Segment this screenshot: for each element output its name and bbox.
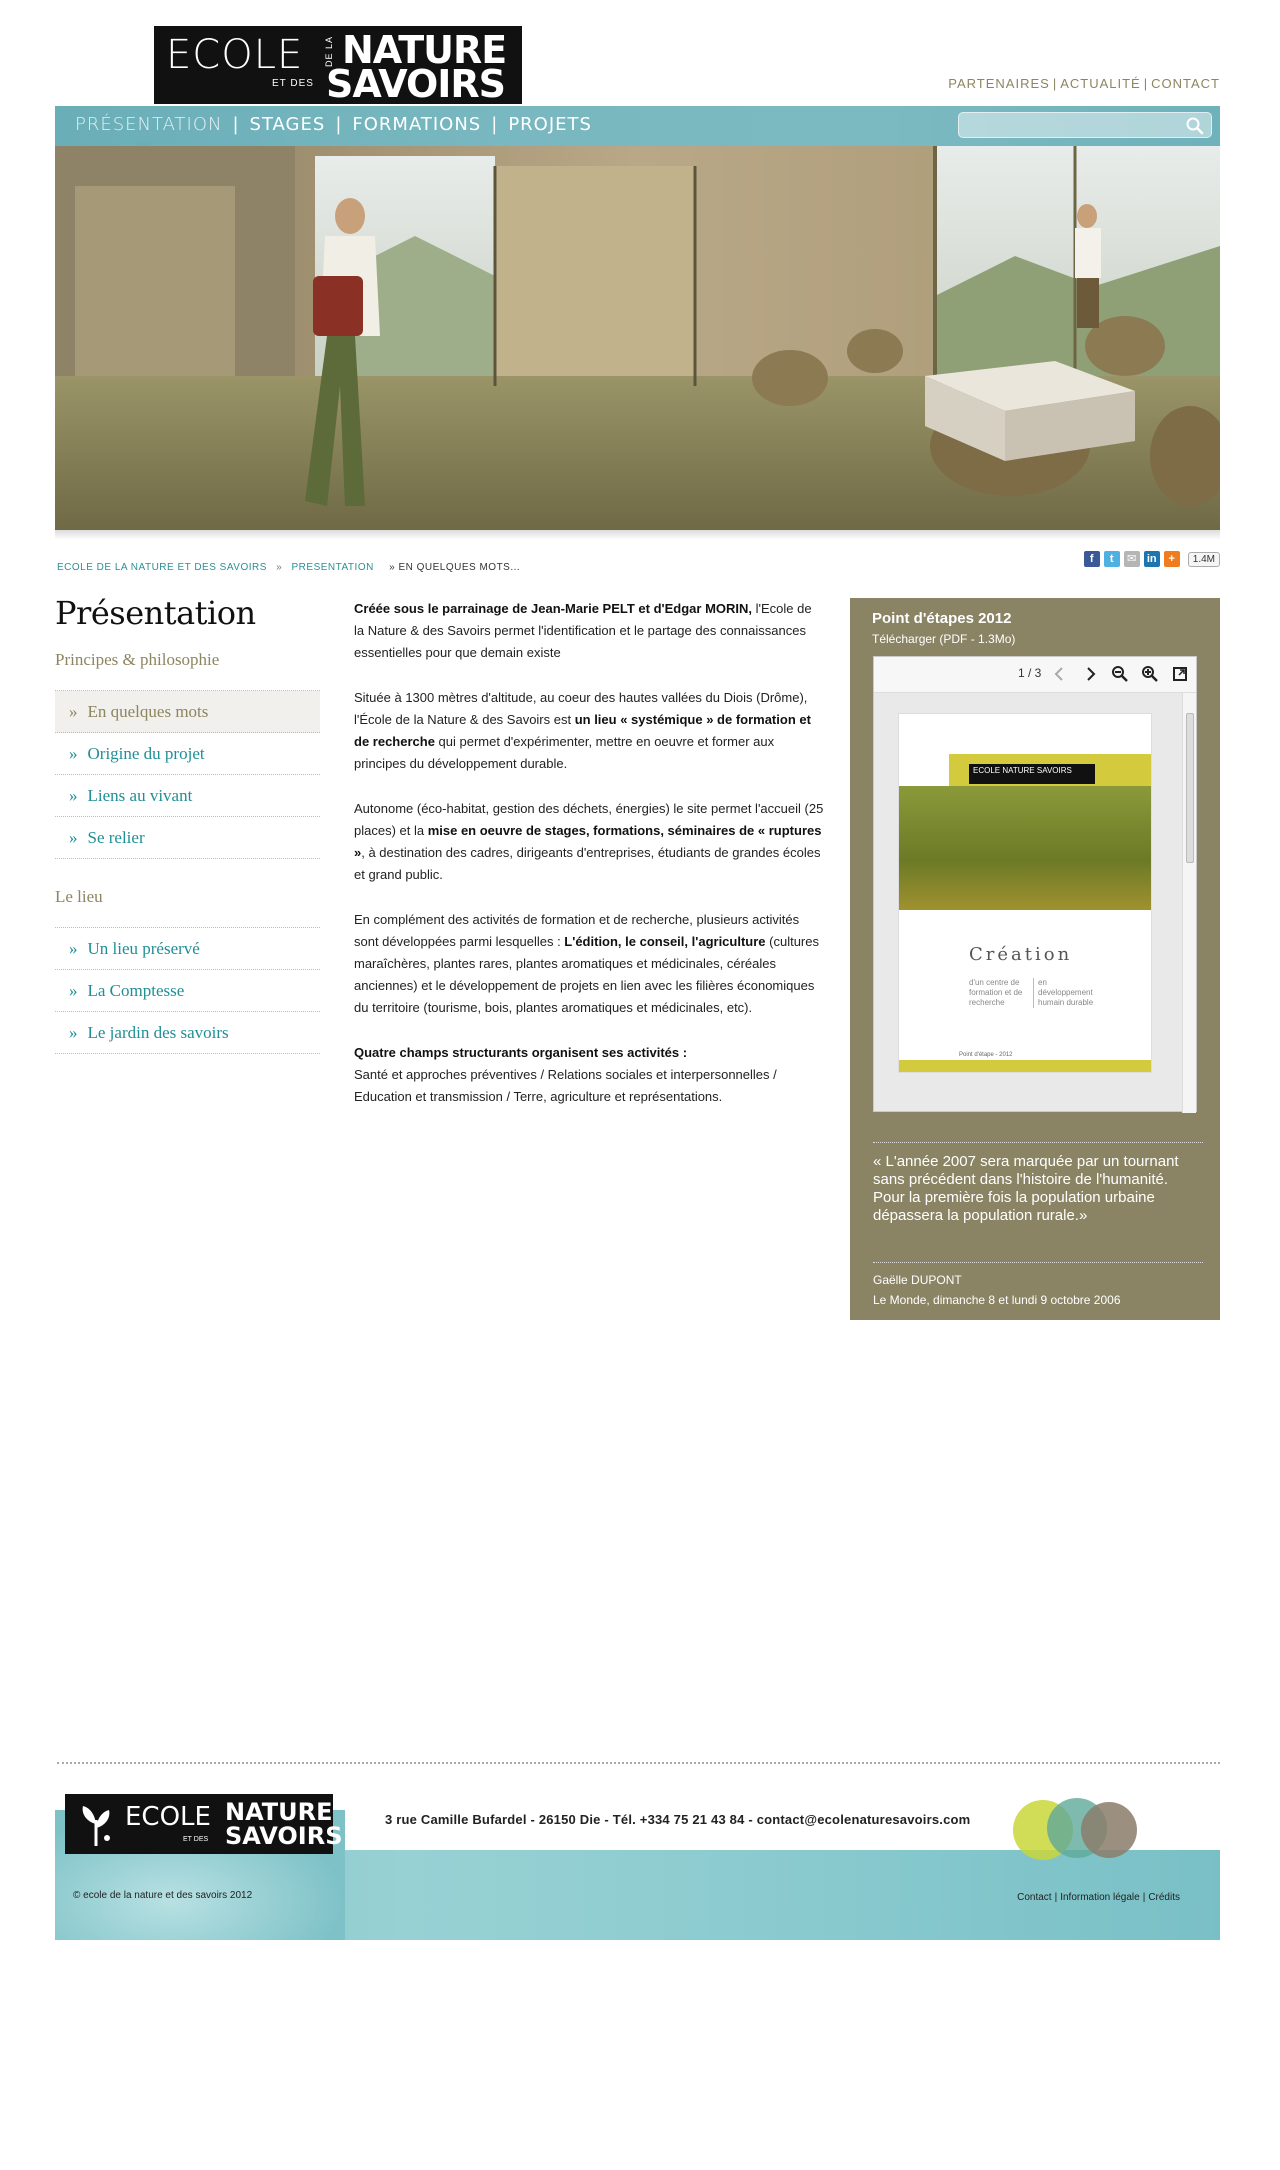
page-indicator: 1 / 3 (1018, 666, 1042, 680)
link-partenaires[interactable]: PARTENAIRES (948, 76, 1050, 91)
footer-logo-nature: NATURE (225, 1798, 333, 1826)
doc-logo: ECOLE NATURE SAVOIRS (969, 764, 1095, 784)
sidebar-item-se-relier[interactable] (55, 817, 320, 859)
download-link[interactable]: Télécharger (PDF - 1.3Mo) (872, 632, 1016, 646)
separator: » (276, 562, 283, 573)
sidebar-item-label: Se relier (87, 828, 145, 847)
logo-nature: NATURE (342, 28, 507, 72)
separator: | (335, 114, 343, 135)
chevron-right-icon: » (69, 939, 78, 958)
footer-divider (57, 1762, 1220, 1764)
zoom-in-icon[interactable] (1140, 664, 1160, 684)
logo-et-des: ET DES (272, 78, 314, 89)
separator: | (1143, 76, 1149, 91)
paragraph-activites (354, 909, 824, 1019)
footer-link-legal[interactable]: Information légale (1060, 1892, 1140, 1903)
champs-bold: Quatre champs structurants organisent ses activités : (354, 1045, 688, 1060)
hero-image (55, 146, 1220, 530)
doc-subtitle-1: d'un centre de formation et de recherche (969, 978, 1023, 1007)
doc-title: Création (969, 944, 1073, 965)
site-logo[interactable] (154, 26, 522, 104)
sidebar-item-label: Liens au vivant (87, 786, 193, 805)
footer-circles-decoration (1011, 1790, 1141, 1870)
twitter-icon[interactable]: t (1104, 551, 1120, 567)
nav-formations[interactable]: FORMATIONS (352, 114, 482, 135)
sidebar-item-label: Le jardin des savoirs (87, 1023, 229, 1042)
main-content (354, 598, 824, 1131)
sidebar-group-principes: Principes & philosophie (55, 650, 220, 669)
sidebar-item-en-quelques-mots[interactable] (55, 691, 320, 733)
footer (55, 1790, 1220, 1940)
separator: | (491, 114, 499, 135)
sidebar-item-label: Un lieu préservé (87, 939, 200, 958)
sidebar-item-label: Origine du projet (87, 744, 205, 763)
nav-presentation[interactable]: PRÉSENTATION (75, 114, 223, 135)
viewer-scrollbar[interactable] (1182, 693, 1196, 1113)
logo-ecole: ECOLE (166, 32, 304, 78)
activites-text: En complément des activités de formation et de recherche, plusieurs activités sont développées parmi lesquelles : (354, 912, 800, 949)
paragraph-champs (354, 1042, 824, 1108)
doc-footer-band (899, 1060, 1152, 1072)
breadcrumb-current: » EN QUELQUES MOTS... (389, 562, 521, 573)
sidebar-item-origine[interactable] (55, 733, 320, 775)
prev-page-icon[interactable] (1050, 664, 1070, 684)
quote-text: « L'année 2007 sera marquée par un tournant sans précédent dans l'histoire de l'humanité. Pour la première fois la population urbaine dépassera la population rurale.» (873, 1142, 1203, 1225)
footer-address: 3 rue Camille Bufardel - 26150 Die - Tél. +334 75 21 43 84 - contact@ecolenaturesavoirs.com (385, 1812, 971, 1827)
sidebar-item-label: La Comptesse (87, 981, 185, 1000)
breadcrumb (57, 562, 520, 573)
autonome-text-end: , à destination des cadres, dirigeants d'entreprises, étudiants de grandes écoles et grand public. (354, 845, 821, 882)
breadcrumb-section[interactable]: PRESENTATION (291, 562, 374, 573)
addthis-icon[interactable]: + (1164, 551, 1180, 567)
logo-de-la: DE LA (324, 36, 334, 68)
situation-bold: un lieu « systémique » de formation et de recherche (354, 712, 811, 749)
sidebar-item-comptesse[interactable] (55, 970, 320, 1012)
hero-illustration (55, 146, 1220, 530)
zoom-out-icon[interactable] (1110, 664, 1130, 684)
scrollbar-thumb[interactable] (1186, 713, 1194, 863)
footer-logo[interactable] (65, 1794, 343, 1854)
chevron-right-icon: » (69, 828, 78, 847)
sidebar-item-jardin[interactable] (55, 1012, 320, 1054)
footer-links (1017, 1892, 1180, 1903)
nav-projets[interactable]: PROJETS (508, 114, 592, 135)
linkedin-icon[interactable]: in (1144, 551, 1160, 567)
plant-icon (75, 1802, 117, 1848)
email-icon[interactable]: ✉ (1124, 551, 1140, 567)
sidebar-menu-principes (55, 690, 320, 859)
quote-attribution (873, 1270, 1121, 1310)
doc-subtitle-2: en développement humain durable (1033, 978, 1103, 1008)
footer-link-contact[interactable]: Contact (1017, 1892, 1052, 1903)
chevron-right-icon: » (69, 744, 78, 763)
chevron-right-icon: » (69, 702, 78, 721)
hero-shadow (55, 530, 1220, 540)
next-page-icon[interactable] (1080, 664, 1100, 684)
paragraph-autonome (354, 798, 824, 886)
sidebar-item-lieu-preserve[interactable] (55, 928, 320, 970)
separator: | (232, 114, 240, 135)
nav-stages[interactable]: STAGES (249, 114, 326, 135)
main-nav (55, 106, 1220, 146)
sidebar-menu-lieu (55, 927, 320, 1054)
page-title: Présentation (55, 594, 256, 632)
link-contact[interactable]: CONTACT (1151, 76, 1220, 91)
sidebar-group-lieu: Le lieu (55, 887, 103, 906)
divider (873, 1262, 1203, 1263)
paragraph-intro (354, 598, 824, 664)
pdf-viewer[interactable] (873, 656, 1197, 1112)
autonome-text: Autonome (éco-habitat, gestion des déchets, énergies) le site permet l'accueil (25 places) et la (354, 801, 824, 838)
intro-text: l'Ecole de la Nature & des Savoirs permet l'identification et le partage des connaissances essentielles pour que demain existe (354, 601, 812, 660)
search-input[interactable] (959, 113, 1179, 137)
search-icon[interactable] (1185, 116, 1205, 136)
document-page (898, 713, 1152, 1073)
activites-bold: L'édition, le conseil, l'agriculture (564, 934, 766, 949)
share-bar (1084, 551, 1220, 567)
sidebar-item-label: En quelques mots (87, 702, 209, 721)
autonome-bold: mise en oeuvre de stages, formations, séminaires de « ruptures » (354, 823, 822, 860)
chevron-right-icon: » (69, 786, 78, 805)
activites-text-end: (cultures maraîchères, plantes rares, plantes aromatiques et médicinales, céréales anciennes) et le développement de projets en lien avec les filières économiques du territoire (tourisme, bois, plantes aromatiques et médicinales, etc). (354, 934, 819, 1015)
link-actualite[interactable]: ACTUALITÉ (1060, 76, 1141, 91)
fullscreen-icon[interactable] (1170, 664, 1190, 684)
separator: | (1142, 1892, 1146, 1903)
breadcrumb-home[interactable]: ECOLE DE LA NATURE ET DES SAVOIRS (57, 562, 267, 573)
footer-link-credits[interactable]: Crédits (1148, 1892, 1180, 1903)
intro-bold: Créée sous le parrainage de Jean-Marie PELT et d'Edgar MORIN, (354, 601, 753, 616)
document-panel (850, 598, 1220, 1320)
sidebar-item-liens[interactable] (55, 775, 320, 817)
chevron-right-icon: » (69, 981, 78, 1000)
champs-text: Santé et approches préventives / Relations sociales et interpersonnelles / Education et transmission / Terre, agriculture et représentations. (354, 1067, 777, 1104)
sidebar (55, 594, 320, 1054)
share-count: 1.4M (1188, 552, 1220, 567)
situation-text-end: qui permet d'expérimenter, mettre en oeuvre et former aux principes du développement durable. (354, 734, 775, 771)
quote-source: Le Monde, dimanche 8 et lundi 9 octobre 2006 (873, 1293, 1121, 1307)
chevron-right-icon: » (69, 1023, 78, 1042)
paragraph-situation (354, 687, 824, 775)
search-box (958, 112, 1212, 138)
top-links (948, 76, 1220, 91)
footer-logo-et-des: ET DES (183, 1836, 209, 1843)
panel-title: Point d'étapes 2012 (872, 610, 1012, 627)
situation-text: Située à 1300 mètres d'altitude, au coeur des hautes vallées du Diois (Drôme), l'École de la Nature & des Savoirs est (354, 690, 808, 727)
quote-author: Gaëlle DUPONT (873, 1273, 962, 1287)
separator: | (1052, 76, 1058, 91)
facebook-icon[interactable]: f (1084, 551, 1100, 567)
separator: | (1054, 1892, 1058, 1903)
viewer-toolbar (874, 657, 1196, 693)
doc-footer-text: Point d'étape - 2012 (899, 1052, 1152, 1060)
footer-logo-ecole: ECOLE (125, 1802, 211, 1832)
footer-copyright: © ecole de la nature et des savoirs 2012 (73, 1890, 253, 1901)
footer-logo-savoirs: SAVOIRS (225, 1822, 343, 1850)
logo-savoirs: SAVOIRS (326, 62, 506, 106)
doc-photo (899, 786, 1152, 910)
